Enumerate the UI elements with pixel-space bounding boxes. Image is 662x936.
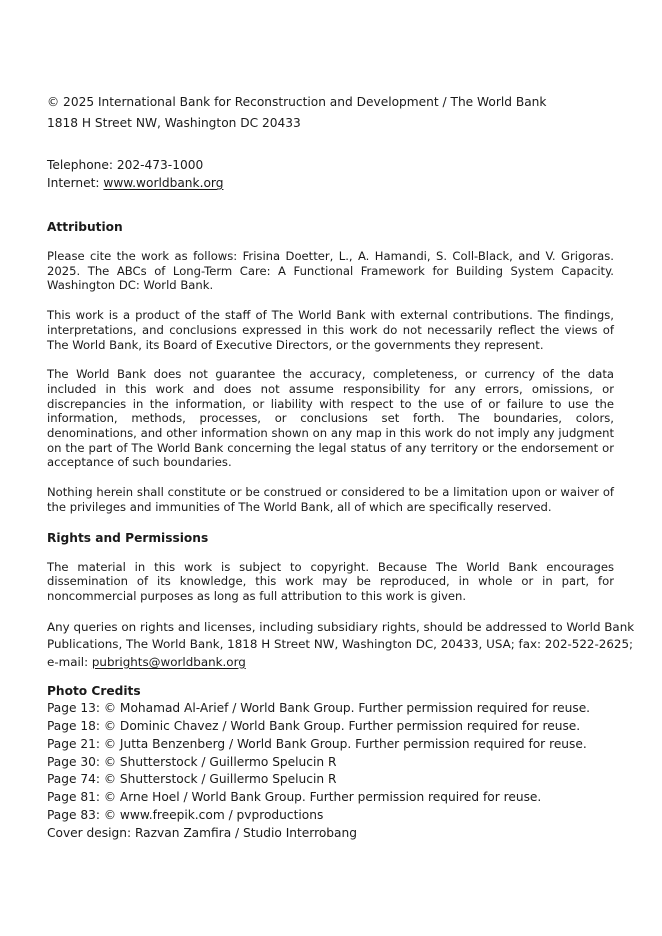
email-line	[47, 654, 614, 672]
rights-heading: Rights and Permissions	[47, 530, 209, 545]
citation-paragraph: Please cite the work as follows: Frisina Doetter, L., A. Hamandi, S. Coll-Black, and V. Grigoras. 2025. The ABCs of Long-Term Care: A Functional Framework for Building System Capacity. Washington DC: World Bank.	[47, 249, 614, 293]
copyright-notice: © 2025 International Bank for Reconstruction and Development / The World Bank	[47, 95, 547, 109]
queries-line-2: Publications, The World Bank, 1818 H Street NW, Washington DC, 20433, USA; fax: 202-522-2625;	[47, 637, 634, 652]
worldbank-link[interactable]: www.worldbank.org	[103, 176, 224, 190]
photo-credit-item: Page 21: © Jutta Benzenberg / World Bank Group. Further permission required for reuse.	[47, 736, 587, 751]
photo-credit-item: Page 13: © Mohamad Al-Arief / World Bank Group. Further permission required for reuse.	[47, 701, 591, 716]
copyright-page	[47, 93, 635, 843]
telephone: Telephone: 202-473-1000	[47, 158, 204, 172]
photo-credit-item: Page 18: © Dominic Chavez / World Bank Group. Further permission required for reuse.	[47, 718, 581, 733]
accuracy-disclaimer-paragraph: The World Bank does not guarantee the accuracy, completeness, or currency of the data included in this work and does not assume responsibility for any errors, omissions, or discrepancies in the information, or liability with respect to the use of or failure to use the information, methods, processes, or conclusions set forth. The boundaries, colors, denominations, and other information shown on any map in this work do not imply any judgment on the part of The World Bank concerning the legal status of any territory or the endorsement or acceptance of such boundaries.	[47, 367, 614, 470]
photo-credit-item: Page 83: © www.freepik.com / pvproductions	[47, 807, 324, 822]
attribution-heading: Attribution	[47, 220, 123, 234]
pubrights-email-link[interactable]: pubrights@worldbank.org	[91, 654, 246, 669]
email-label: e-mail:	[47, 654, 92, 669]
queries-line-1: Any queries on rights and licenses, including subsidiary rights, should be addressed to World Bank	[47, 619, 635, 634]
privileges-paragraph: Nothing herein shall constitute or be construed or considered to be a limitation upon or waiver of the privileges and immunities of The World Bank, all of which are specifically reserved.	[47, 485, 614, 514]
cover-design-credit: Cover design: Razvan Zamfira / Studio Interrobang	[47, 825, 357, 840]
photo-credit-item: Page 30: © Shutterstock / Guillermo Spelucin R	[47, 754, 337, 769]
publisher-address: 1818 H Street NW, Washington DC 20433	[47, 116, 301, 130]
photo-credits-heading: Photo Credits	[47, 684, 141, 699]
photo-credit-item: Page 81: © Arne Hoel / World Bank Group. Further permission required for reuse.	[47, 790, 542, 805]
views-disclaimer-paragraph: This work is a product of the staff of The World Bank with external contributions. The findings, interpretations, and conclusions expressed in this work do not necessarily reflect the views of The World Bank, its Board of Executive Directors, or the governments they represent.	[47, 308, 614, 352]
internet-label: Internet:	[47, 176, 104, 190]
internet-line	[47, 174, 614, 192]
rights-copyright-paragraph: The material in this work is subject to copyright. Because The World Bank encourages dissemination of its knowledge, this work may be reproduced, in whole or in part, for noncommercial purposes as long as full attribution to this work is given.	[47, 559, 614, 603]
photo-credit-item: Page 74: © Shutterstock / Guillermo Spelucin R	[47, 772, 337, 787]
